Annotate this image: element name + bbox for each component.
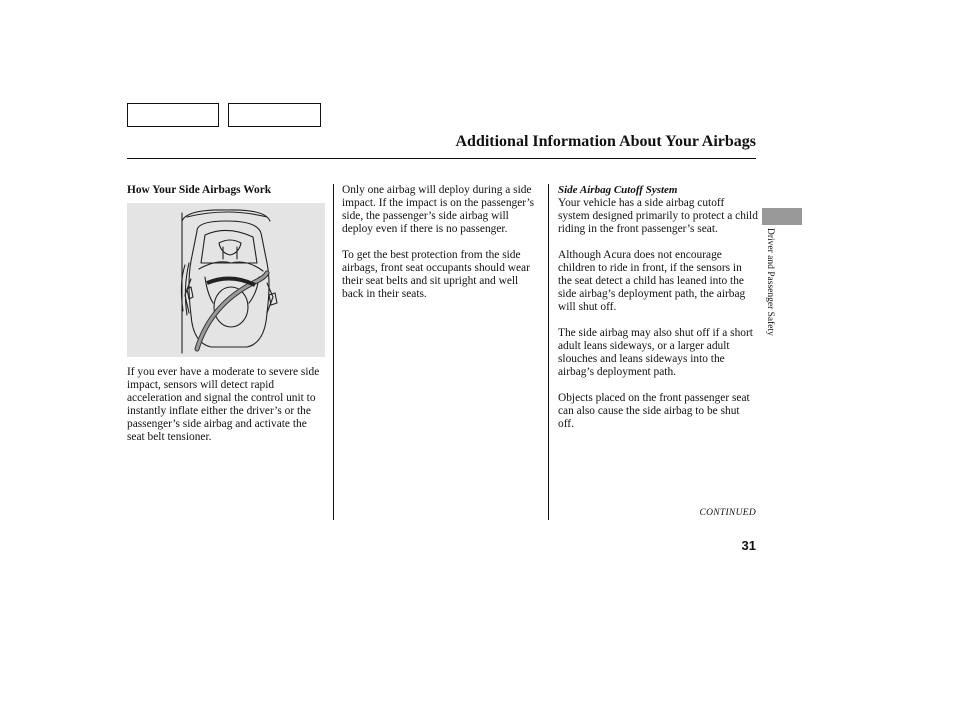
column-3 — [558, 184, 758, 444]
page-title: Additional Information About Your Airbags — [455, 133, 756, 150]
column-divider-2 — [548, 184, 549, 520]
page-number: 31 — [741, 538, 756, 553]
continued-label: CONTINUED — [699, 508, 756, 518]
column-2-paragraph-1: Only one airbag will deploy during a side impact. If the impact is on the passenger’s side, the passenger’s side airbag will deploy even if there is no passenger. — [342, 184, 535, 235]
column-2-paragraph-2: To get the best protection from the side airbags, front seat occupants should wear their seat belts and sit upright and well back in their seats. — [342, 249, 530, 300]
column-3-paragraph-3: The side airbag may also shut off if a short adult leans sideways, or a larger adult slouches and leans sideways into the airbag’s deployment path. — [558, 327, 753, 378]
column-3-paragraph-4: Objects placed on the front passenger seat can also cause the side airbag to be shut off. — [558, 392, 750, 430]
column-2 — [342, 184, 538, 314]
section-tab[interactable] — [762, 208, 802, 225]
title-rule — [127, 158, 756, 159]
column-1 — [127, 184, 327, 457]
seat-occupant-illustration-icon — [127, 203, 325, 357]
column-1-paragraph: If you ever have a moderate to severe side impact, sensors will detect rapid acceleration and signal the control unit to instantly inflate either the driver’s or the passenger’s side airbag and activate the seat belt tensioner. — [127, 366, 320, 443]
column-3-paragraph-1: Your vehicle has a side airbag cutoff system designed primarily to protect a child riding in the front passenger’s seat. — [558, 197, 758, 235]
section-heading: How Your Side Airbags Work — [127, 184, 272, 196]
nav-button-2[interactable] — [228, 103, 321, 127]
column-3-paragraph-2: Although Acura does not encourage children to ride in front, if the sensors in the seat detect a child has leaned into the side airbag’s deployment path, the airbag will shut off. — [558, 249, 746, 313]
section-tab-label: Driver and Passenger Safety — [765, 228, 775, 336]
sub-heading: Side Airbag Cutoff System — [558, 184, 678, 196]
column-divider-1 — [333, 184, 334, 520]
nav-button-1[interactable] — [127, 103, 219, 127]
